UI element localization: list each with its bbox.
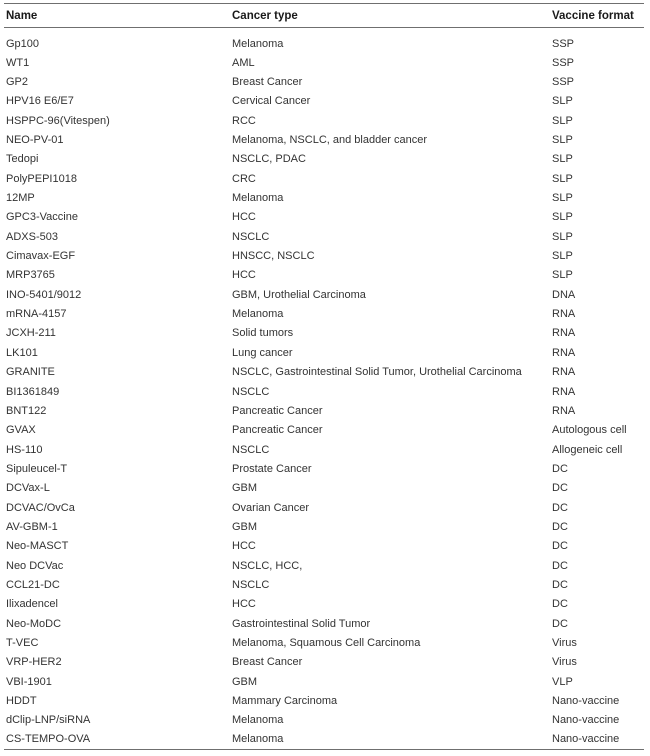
cell-vaccine-format: DC	[552, 501, 568, 514]
cell-vaccine-format: SLP	[552, 95, 573, 108]
cell-vaccine-format: DNA	[552, 288, 576, 301]
cell-cancer-type: Melanoma, NSCLC, and bladder cancer	[232, 134, 428, 147]
cell-cancer-type: Cervical Cancer	[232, 95, 311, 108]
table-row	[4, 730, 644, 749]
cell-name: NEO-PV-01	[6, 134, 64, 147]
cell-cancer-type: HCC	[232, 269, 256, 282]
table-row	[4, 343, 644, 362]
cell-name: Neo DCVac	[6, 559, 64, 572]
cell-vaccine-format: DC	[552, 462, 568, 475]
cell-cancer-type: Breast Cancer	[232, 656, 303, 669]
cell-vaccine-format: Nano-vaccine	[552, 714, 620, 727]
cell-cancer-type: HNSCC, NSCLC	[232, 250, 315, 263]
cell-name: BNT122	[6, 404, 47, 417]
cell-name: Ilixadencel	[6, 598, 58, 611]
cell-name: CCL21-DC	[6, 578, 60, 591]
table-row	[4, 324, 644, 343]
cell-cancer-type: Melanoma	[232, 714, 284, 727]
cell-vaccine-format: Allogeneic cell	[552, 443, 623, 456]
cell-name: dClip-LNP/siRNA	[6, 714, 91, 727]
cell-vaccine-format: DC	[552, 559, 568, 572]
cell-cancer-type: NSCLC	[232, 443, 270, 456]
header-vaccine-format: Vaccine format	[550, 4, 644, 28]
cell-name: HDDT	[6, 695, 37, 708]
cell-name: GRANITE	[6, 366, 55, 379]
cell-name: Tedopi	[6, 153, 39, 166]
cell-cancer-type: Melanoma	[230, 730, 550, 749]
header-cancer-type: Cancer type	[230, 4, 550, 28]
cell-cancer-type: Melanoma	[232, 192, 284, 205]
table-row	[4, 459, 644, 478]
cell-vaccine-format: DC	[552, 482, 568, 495]
table-row	[4, 691, 644, 710]
table-row	[4, 227, 644, 246]
cell-name: CS-TEMPO-OVA	[4, 730, 230, 749]
cell-name: T-VEC	[6, 636, 39, 649]
table-body	[4, 28, 644, 750]
table-row	[4, 633, 644, 652]
cell-vaccine-format: SLP	[552, 134, 573, 147]
cell-vaccine-format: RNA	[552, 346, 576, 359]
cell-name: HSPPC-96(Vitespen)	[6, 114, 110, 127]
cell-cancer-type: HCC	[232, 211, 256, 224]
table-row	[4, 266, 644, 285]
cell-name: DCVAC/OvCa	[6, 501, 75, 514]
table-row	[4, 575, 644, 594]
cell-name: VBI-1901	[6, 675, 52, 688]
cell-cancer-type: HCC	[232, 540, 256, 553]
cell-vaccine-format: SSP	[552, 76, 575, 89]
table-row	[4, 285, 644, 304]
table-row	[4, 479, 644, 498]
cell-vaccine-format: RNA	[552, 308, 576, 321]
table-row	[4, 53, 644, 72]
cell-cancer-type: Gastrointestinal Solid Tumor	[232, 617, 371, 630]
cell-name: 12MP	[6, 192, 35, 205]
table-row	[4, 517, 644, 536]
cell-name: BI1361849	[6, 385, 60, 398]
cell-vaccine-format: DC	[552, 540, 568, 553]
cell-cancer-type: NSCLC	[232, 230, 270, 243]
cell-cancer-type: AML	[232, 56, 255, 69]
vaccine-table-container	[4, 3, 644, 750]
cell-vaccine-format: DC	[552, 598, 568, 611]
cell-cancer-type: Melanoma	[232, 37, 284, 50]
cell-vaccine-format: SLP	[552, 230, 573, 243]
cell-vaccine-format: VLP	[552, 675, 573, 688]
table-row	[4, 401, 644, 420]
cell-name: Gp100	[6, 37, 40, 50]
cell-name: GP2	[6, 76, 29, 89]
cell-name: DCVax-L	[6, 482, 50, 495]
cell-vaccine-format: SSP	[552, 37, 575, 50]
cell-cancer-type: CRC	[232, 172, 256, 185]
cell-vaccine-format: DC	[552, 520, 568, 533]
cell-cancer-type: NSCLC	[232, 385, 270, 398]
cell-cancer-type: Prostate Cancer	[232, 462, 312, 475]
cell-cancer-type: Mammary Carcinoma	[232, 695, 338, 708]
cell-vaccine-format: SLP	[552, 192, 573, 205]
table-row	[4, 72, 644, 91]
table-row	[4, 711, 644, 730]
cell-cancer-type: Melanoma, Squamous Cell Carcinoma	[232, 636, 421, 649]
table-row	[4, 672, 644, 691]
table-row	[4, 130, 644, 149]
cell-cancer-type: Pancreatic Cancer	[232, 404, 323, 417]
cell-vaccine-format: SLP	[552, 153, 573, 166]
cell-name: WT1	[6, 56, 30, 69]
cell-cancer-type: Lung cancer	[232, 346, 293, 359]
cell-cancer-type: GBM, Urothelial Carcinoma	[232, 288, 366, 301]
cell-cancer-type: Ovarian Cancer	[232, 501, 310, 514]
cell-vaccine-format: DC	[552, 578, 568, 591]
cell-cancer-type: Solid tumors	[232, 327, 294, 340]
cell-name: GVAX	[6, 424, 36, 437]
table-row	[4, 421, 644, 440]
table-row	[4, 653, 644, 672]
cell-name: MRP3765	[6, 269, 55, 282]
cell-cancer-type: GBM	[232, 675, 258, 688]
table-row	[4, 440, 644, 459]
cell-name: LK101	[6, 346, 38, 359]
table-row	[4, 304, 644, 323]
cell-name: HPV16 E6/E7	[6, 95, 74, 108]
table-row	[4, 92, 644, 111]
cell-vaccine-format: SLP	[552, 172, 573, 185]
cell-vaccine-format: RNA	[552, 327, 576, 340]
cell-vaccine-format: SLP	[552, 114, 573, 127]
cell-cancer-type: Melanoma	[232, 308, 284, 321]
cell-cancer-type: RCC	[232, 114, 256, 127]
header-name: Name	[4, 4, 230, 28]
cell-cancer-type: GBM	[232, 520, 258, 533]
cell-vaccine-format: Virus	[552, 656, 577, 669]
table-row	[4, 188, 644, 207]
table-row	[4, 208, 644, 227]
table-row	[4, 595, 644, 614]
cell-name: mRNA-4157	[6, 308, 67, 321]
cell-name: PolyPEPI1018	[6, 172, 77, 185]
cell-cancer-type: NSCLC	[232, 578, 270, 591]
table-row	[4, 614, 644, 633]
table-header	[4, 4, 644, 28]
table-row	[4, 150, 644, 169]
table-row	[4, 382, 644, 401]
cell-cancer-type: NSCLC, Gastrointestinal Solid Tumor, Urothelial Carcinoma	[232, 366, 522, 379]
cell-cancer-type: NSCLC, HCC,	[232, 559, 303, 572]
cell-vaccine-format: Nano-vaccine	[550, 730, 644, 749]
cell-vaccine-format: SSP	[552, 56, 575, 69]
cell-name: INO-5401/9012	[6, 288, 82, 301]
cell-vaccine-format: RNA	[552, 404, 576, 417]
cell-vaccine-format: RNA	[552, 385, 576, 398]
table-row	[4, 363, 644, 382]
cell-vaccine-format: DC	[552, 617, 568, 630]
table-row	[4, 169, 644, 188]
vaccine-table	[4, 3, 644, 750]
cell-vaccine-format: Nano-vaccine	[552, 695, 620, 708]
cell-vaccine-format: Virus	[552, 636, 577, 649]
table-row	[4, 556, 644, 575]
cell-vaccine-format: SLP	[552, 250, 573, 263]
table-row	[4, 498, 644, 517]
cell-cancer-type: GBM	[232, 482, 258, 495]
cell-vaccine-format: Autologous cell	[552, 424, 627, 437]
cell-name: HS-110	[6, 443, 43, 456]
cell-cancer-type: HCC	[232, 598, 256, 611]
cell-name: GPC3-Vaccine	[6, 211, 78, 224]
table-row	[4, 537, 644, 556]
cell-cancer-type: Breast Cancer	[232, 76, 303, 89]
header-row	[4, 4, 644, 28]
cell-cancer-type: Pancreatic Cancer	[232, 424, 323, 437]
table-row	[4, 111, 644, 130]
cell-cancer-type: NSCLC, PDAC	[232, 153, 306, 166]
cell-vaccine-format: SLP	[552, 269, 573, 282]
cell-vaccine-format: SLP	[552, 211, 573, 224]
cell-name: Neo-MoDC	[6, 617, 62, 630]
table-row	[4, 28, 644, 54]
cell-vaccine-format: RNA	[552, 366, 576, 379]
cell-name: ADXS-503	[6, 230, 58, 243]
cell-name: AV-GBM-1	[6, 520, 58, 533]
cell-name: JCXH-211	[6, 327, 56, 340]
cell-name: Sipuleucel-T	[6, 462, 68, 475]
cell-name: Neo-MASCT	[6, 540, 69, 553]
cell-name: Cimavax-EGF	[6, 250, 76, 263]
table-row	[4, 246, 644, 265]
cell-name: VRP-HER2	[6, 656, 62, 669]
